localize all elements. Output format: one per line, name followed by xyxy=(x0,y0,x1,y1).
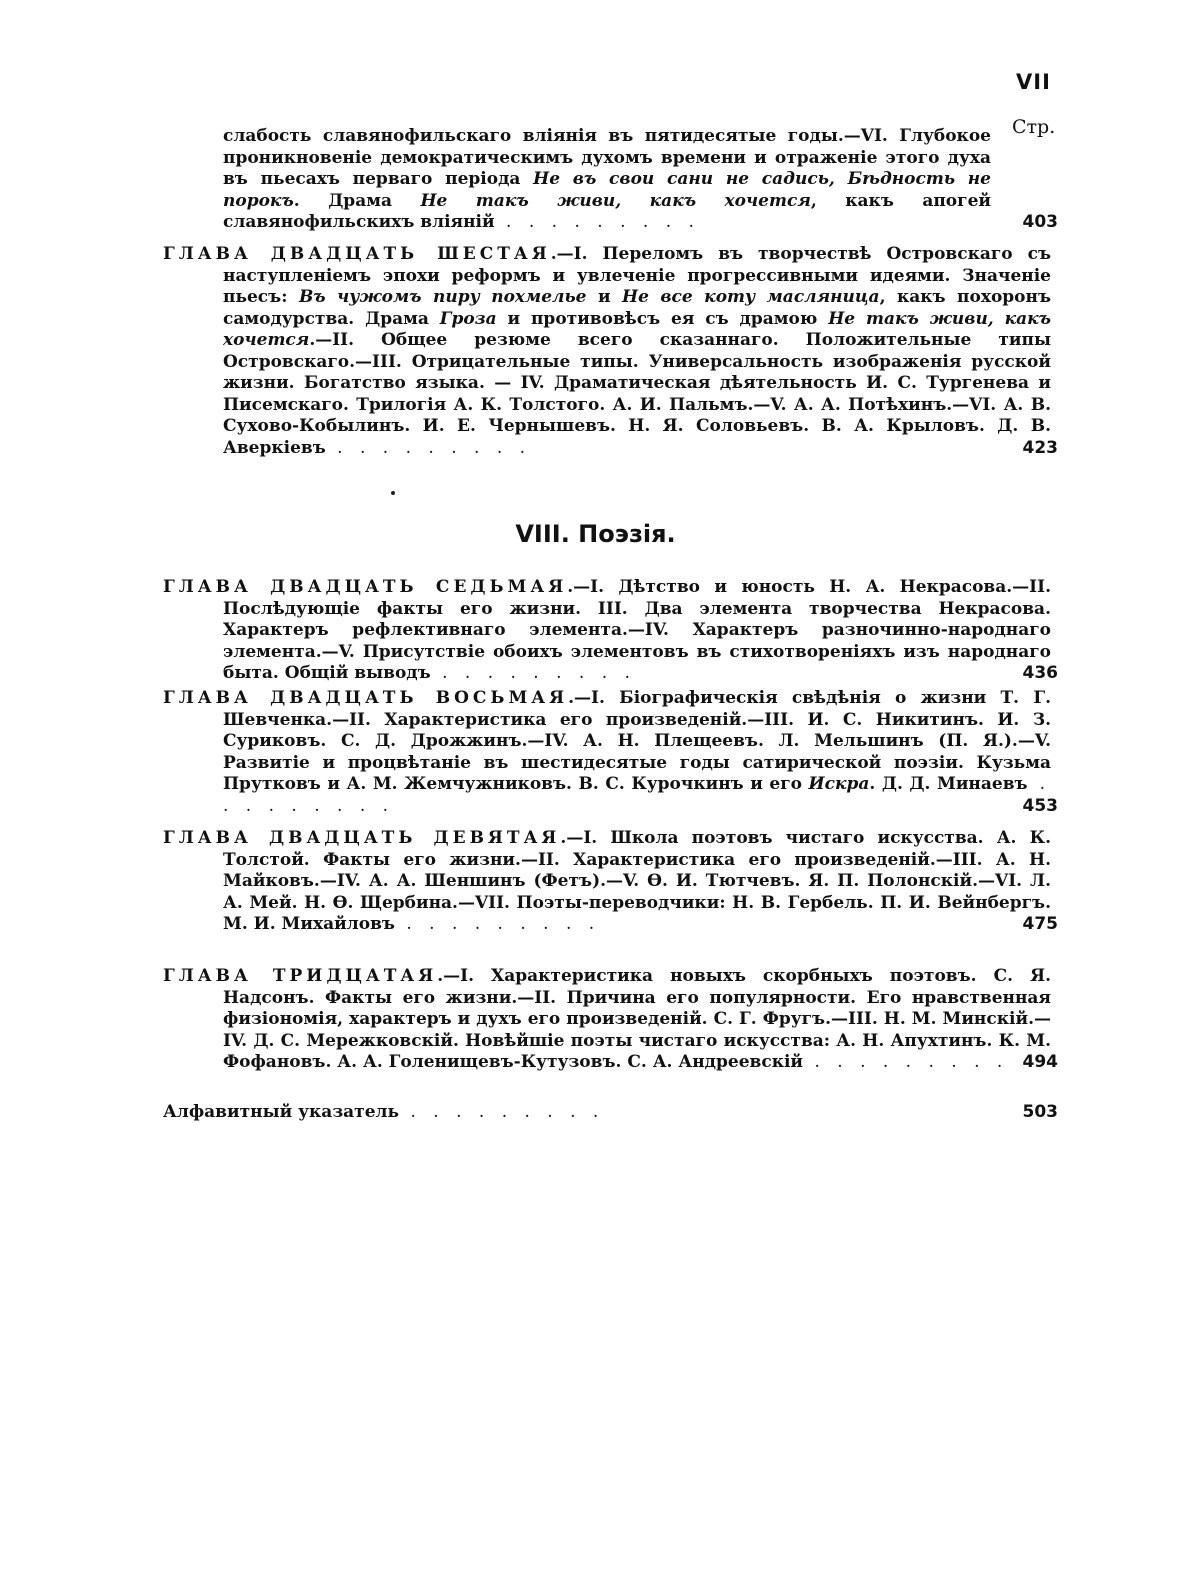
chapter-label: ГЛАВА ДВАДЦАТЬ ДЕВЯТАЯ xyxy=(163,828,561,848)
work-title: Не такъ живи, какъ хочется xyxy=(223,308,1051,350)
entry-text-run: , какъ апогей славянофильскихъ вліяній xyxy=(223,190,991,232)
toc-entry xyxy=(163,577,1058,685)
leader-dots: . . . . . . . . . xyxy=(494,212,700,232)
toc-page-number: 436 xyxy=(1022,663,1058,683)
decorative-dot xyxy=(391,491,395,495)
entry-text-run: .—II. Общее резюме всего сказаннаго. Положительные типы Островскаго.—III. Отрицательные типы. Универсальность изображенія русской жизни. Богатство языка. — IV. Драматическая дѣятельность И. С. Тургенева и Писемскаго. Трилогія А. К. Толстого. А. И. Пальмъ.—V. А. А. Потѣхинъ.—VI. А. В. Сухово-Кобылинъ. И. Е. Чернышевъ. Н. Я. Соловьевъ. В. А. Крыловъ. Д. В. Аверкіевъ xyxy=(223,330,1051,458)
toc-entry xyxy=(163,244,1058,459)
leader-dots: . . . . . . . . . xyxy=(803,1052,1009,1072)
entry-text-run: .—I. Характеристика новыхъ скорбныхъ поэтовъ. С. Я. Надсонъ. Факты его жизни.—II. Причина его популярности. Его нравственная физіономія, характеръ и духъ его произведеній. С. Г. Фругъ.—III. Н. М. Минскій.—IV. Д. С. Мережковскій. Новѣйшіе поэты чистаго искусства: А. Н. Апухтинъ. К. М. Фофановъ. А. А. Голенищевъ-Кутузовъ. С. А. Андреевскій xyxy=(223,966,1051,1072)
work-title: Не все коту масляница xyxy=(622,287,880,307)
entry-text-run: . Драма xyxy=(293,190,421,211)
toc-page-number: 475 xyxy=(1022,914,1058,934)
toc-page-number: 403 xyxy=(1022,212,1058,232)
leader-dots: . . . . . . . . . xyxy=(430,663,636,683)
work-title: Гроза xyxy=(439,308,497,329)
toc-entry-text xyxy=(163,828,1051,936)
entry-text-run: и противовѣсъ ея съ драмою xyxy=(496,308,829,329)
toc-entry-text xyxy=(163,688,1051,817)
leader-dots: . . . . . . . . . xyxy=(223,774,1051,816)
entry-text-run: слабость славянофильскаго вліянія въ пятидесятые годы.—VI. Глубокое проникновеніе демократическимъ духомъ времени и отраженіе этого духа въ пьесахъ перваго періода xyxy=(223,126,991,189)
toc-page-number: 494 xyxy=(1022,1052,1058,1072)
toc-entry-text xyxy=(163,966,1051,1074)
entry-text-run: .—I. Школа поэтовъ чистаго искусства. А. К. Толстой. Факты его жизни.—II. Характеристика его произведеній.—III. А. Н. Майковъ.—IV. А. А. Шеншинъ (Фетъ).—V. Ѳ. И. Тютчевъ. Я. П. Полонскій.—VI. Л. А. Мей. Н. Ѳ. Щербина.—VII. Поэты-переводчики: Н. В. Гербель. П. И. Вейнбергъ. М. И. Михайловъ xyxy=(223,828,1051,934)
entry-text-run: , какъ похоронъ самодурства. Драма xyxy=(223,287,1051,329)
chapter-label: ГЛАВА ДВАДЦАТЬ ШЕСТАЯ xyxy=(163,244,551,264)
toc-entry-text xyxy=(163,126,991,234)
page-number: VII xyxy=(1016,70,1051,94)
chapter-label: ГЛАВА ДВАДЦАТЬ СЕДЬМАЯ xyxy=(163,577,568,597)
toc-entry xyxy=(163,966,1058,1074)
page-column-label: Стр. xyxy=(1012,116,1056,138)
toc-page-number: 503 xyxy=(1022,1102,1058,1122)
chapter-label: ГЛАВА ДВАДЦАТЬ ВОСЬМАЯ xyxy=(163,688,569,708)
work-title: Искра xyxy=(808,774,870,794)
toc-entry-text xyxy=(163,577,1051,685)
section-heading: VIII. Поэзія. xyxy=(515,520,676,548)
toc-entry xyxy=(163,1102,1058,1124)
chapter-label: ГЛАВА ТРИДЦАТАЯ xyxy=(163,966,438,986)
leader-dots: . . . . . . . . . xyxy=(399,1102,605,1122)
toc-entry xyxy=(163,688,1058,817)
toc-page-number: 423 xyxy=(1022,437,1058,458)
toc-entry-text xyxy=(163,244,1051,459)
work-title: Въ чужомъ пиру похмелье xyxy=(298,287,587,307)
entry-text-run: .—I. Біографическія свѣдѣнія о жизни Т. Г. Шевченка.—II. Характеристика его произведеній.—III. И. С. Никитинъ. И. З. Суриковъ. С. Д. Дрожжинъ.—IV. А. Н. Плещеевъ. Л. Мельшинъ (П. Я.).—V. Развитіе и процвѣтаніе въ шестидесятые годы сатирической поэзіи. Кузьма Прутковъ и А. М. Жемчужниковъ. В. С. Курочкинъ и его xyxy=(223,688,1051,794)
toc-entry xyxy=(163,828,1058,936)
leader-dots: . . . . . . . . . xyxy=(325,437,532,458)
entry-text-run: .—I. Дѣтство и юность Н. А. Некрасова.—II. Послѣдующіе факты его жизни. III. Два элемента творчества Некрасова. Характеръ рефлективнаго элемента.—IV. Характеръ разночинно-народнаго элемента.—V. Присутствіе обоихъ элементовъ въ стихотвореніяхъ изъ народнаго быта. Общій выводъ xyxy=(223,577,1051,683)
entry-text-run: . Д. Д. Минаевъ xyxy=(869,774,1028,794)
work-title: Не такъ живи, какъ хочется xyxy=(420,190,811,211)
work-title: Не въ свои сани не садись, Бѣдность не порокъ xyxy=(223,169,992,211)
toc-page-number: 453 xyxy=(1022,795,1058,816)
entry-text-run: .—I. Переломъ въ творчествѣ Островскаго съ наступленіемъ эпохи реформъ и увлеченіе прогрессивными идеями. Значеніе пьесъ: xyxy=(223,244,1051,307)
toc-entry xyxy=(163,126,1058,234)
entry-text-run: и xyxy=(586,287,623,307)
toc-entry-text xyxy=(163,1102,991,1124)
leader-dots: . . . . . . . . . xyxy=(394,914,601,934)
entry-text-run: Алфавитный указатель xyxy=(163,1102,400,1122)
